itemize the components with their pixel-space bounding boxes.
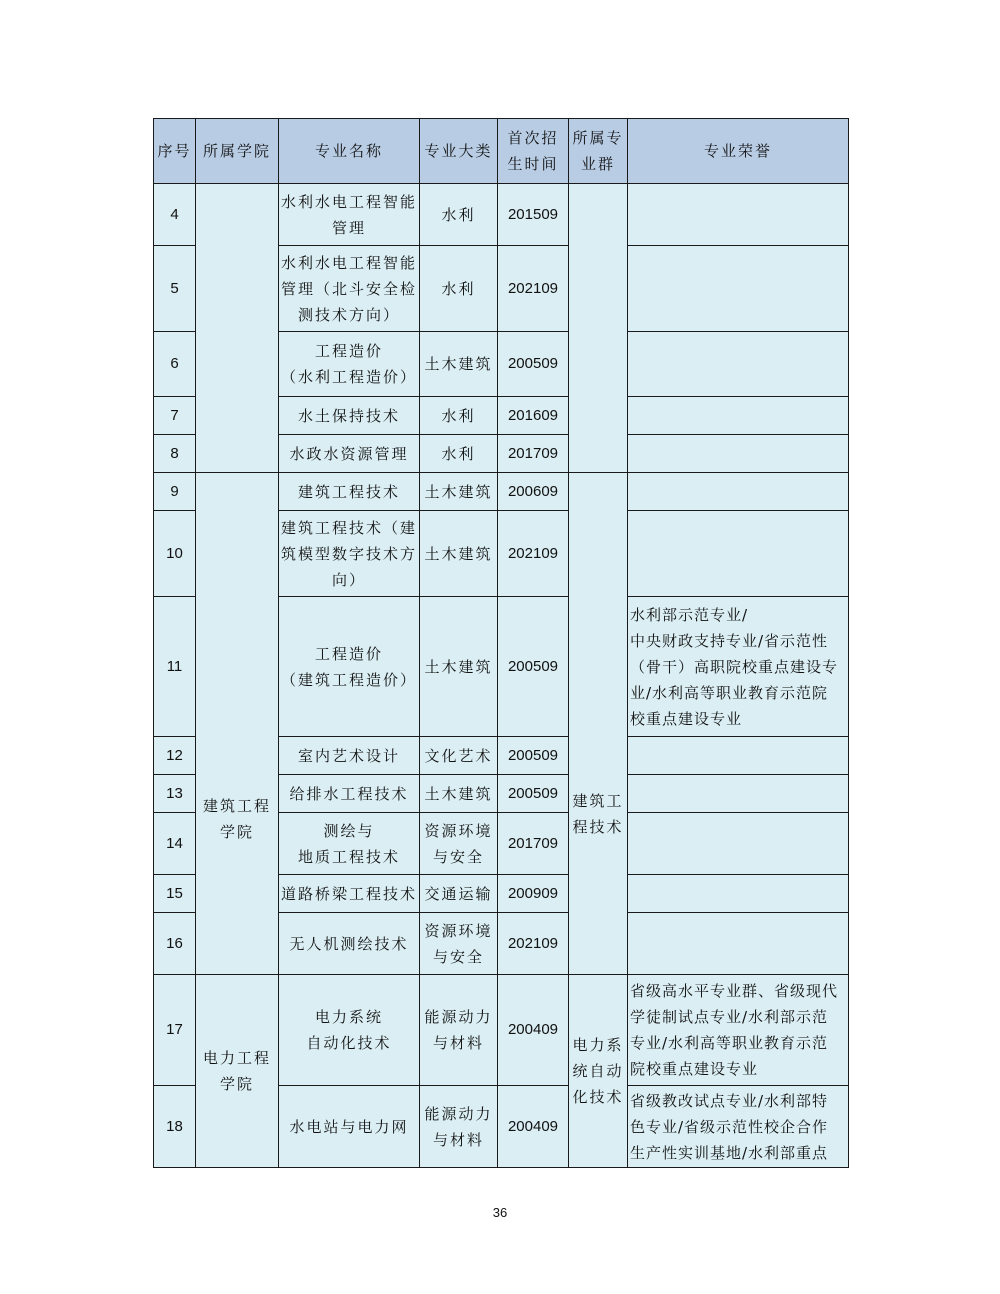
text-line: 校重点建设专业 [630, 709, 743, 728]
cell-category [420, 913, 498, 975]
text-line: 专业/水利高等职业教育示范 [630, 1034, 829, 1052]
text-line: 生时间 [507, 155, 559, 173]
cell-major-group [569, 975, 628, 1168]
text-line: 专业荣誉 [703, 142, 772, 160]
text-line: 建筑工程技术（建 [281, 518, 418, 537]
cell-seq: 4 [154, 184, 196, 246]
text-line: 自动化技术 [306, 1034, 392, 1052]
text-line: 向） [331, 570, 366, 589]
text-line: （建筑工程造价） [281, 670, 418, 689]
text-line: 水利部示范专业/ [630, 605, 749, 624]
cell-major [279, 913, 420, 975]
text-line: 管理（北斗安全检 [281, 279, 418, 298]
text-line: 测绘与 [323, 821, 375, 840]
cell-seq: 12 [154, 737, 196, 775]
cell-start-time: 200409 [498, 975, 569, 1086]
text-line: 统自动 [572, 1062, 624, 1080]
text-line: 水利水电工程智能 [281, 192, 418, 211]
cell-major [279, 1086, 420, 1168]
cell-start-time: 201509 [498, 184, 569, 246]
cell-college [196, 184, 279, 473]
cell-seq: 9 [154, 473, 196, 511]
header-start [498, 119, 569, 184]
table-row [154, 975, 849, 1086]
cell-start-time: 200509 [498, 737, 569, 775]
text-line: 大类 [458, 142, 493, 160]
cell-honor [628, 975, 849, 1086]
text-line: 资源环境 [424, 821, 493, 840]
cell-category [420, 332, 498, 397]
text-line: 交通运输 [424, 884, 493, 903]
text-line: 电力工程 [202, 1049, 271, 1067]
table-row [154, 184, 849, 246]
header-college: 所属学院 [196, 119, 279, 184]
cell-honor [628, 597, 849, 737]
cell-college [196, 473, 279, 975]
text-line: 程技术 [572, 817, 624, 836]
text-line: 中央财政支持专业/省示范性 [630, 631, 829, 650]
text-line: 水利 [441, 279, 476, 298]
text-line: 首次招 [507, 129, 559, 147]
text-line: 土木建筑 [424, 544, 493, 563]
text-line: 学徒制试点专业/水利部示范 [630, 1008, 829, 1026]
header-group [569, 119, 628, 184]
text-line: 与安全 [432, 847, 484, 866]
cell-start-time: 200509 [498, 332, 569, 397]
text-line: 水利 [441, 406, 476, 425]
header-major [279, 119, 420, 184]
text-line: 管理 [331, 218, 366, 237]
text-line: 学院 [219, 1075, 254, 1093]
text-line: 院校重点建设专业 [630, 1060, 759, 1078]
cell-major-group [569, 184, 628, 473]
cell-seq: 11 [154, 597, 196, 737]
text-line: 建筑工 [572, 791, 624, 810]
cell-seq: 16 [154, 913, 196, 975]
text-line: （水利工程造价） [281, 368, 418, 386]
cell-category [420, 875, 498, 913]
cell-honor [628, 473, 849, 511]
cell-category [420, 473, 498, 511]
text-line: 省级高水平专业群、省级现代 [630, 982, 839, 1000]
cell-seq: 10 [154, 511, 196, 597]
cell-honor [628, 397, 849, 435]
cell-major [279, 184, 420, 246]
cell-college [196, 975, 279, 1168]
cell-seq: 15 [154, 875, 196, 913]
cell-seq: 7 [154, 397, 196, 435]
text-line: 与材料 [432, 1034, 484, 1052]
cell-major [279, 975, 420, 1086]
header-row [154, 119, 849, 184]
cell-category [420, 597, 498, 737]
cell-major [279, 332, 420, 397]
cell-start-time: 201709 [498, 435, 569, 473]
text-line: 工程造价 [314, 644, 383, 663]
text-line: 测技术方向） [297, 305, 400, 324]
cell-honor [628, 511, 849, 597]
cell-major [279, 597, 420, 737]
text-line: 给排水工程技术 [289, 784, 409, 803]
text-line: 水利 [441, 205, 476, 224]
cell-category [420, 813, 498, 875]
cell-honor [628, 875, 849, 913]
cell-start-time: 202109 [498, 511, 569, 597]
cell-category [420, 737, 498, 775]
text-line: 室内艺术设计 [297, 746, 400, 765]
table-row [154, 473, 849, 511]
text-line: 水利水电工程智能 [281, 253, 418, 272]
cell-start-time: 200409 [498, 1086, 569, 1168]
text-line: 色专业/省级示范性校企合作 [630, 1117, 829, 1136]
majors-table [153, 118, 849, 1168]
cell-major [279, 435, 420, 473]
cell-start-time: 200509 [498, 597, 569, 737]
cell-category [420, 511, 498, 597]
text-line: 能源动力 [424, 1008, 493, 1026]
text-line: 专业群 [580, 129, 624, 173]
cell-honor [628, 435, 849, 473]
text-line: 专业 [424, 142, 459, 160]
cell-honor [628, 1086, 849, 1168]
cell-major-group [569, 473, 628, 975]
text-line: 学院 [219, 822, 254, 841]
text-line: 土木建筑 [424, 482, 493, 501]
text-line: 土木建筑 [424, 355, 493, 373]
cell-major [279, 397, 420, 435]
cell-honor [628, 246, 849, 332]
cell-honor [628, 737, 849, 775]
text-line: 与材料 [432, 1130, 484, 1149]
text-line: 水利 [441, 444, 476, 463]
header-category [420, 119, 498, 184]
cell-category [420, 184, 498, 246]
cell-start-time: 202109 [498, 246, 569, 332]
cell-major [279, 511, 420, 597]
text-line: 工程造价 [314, 342, 383, 360]
cell-category [420, 435, 498, 473]
text-line: 生产性实训基地/水利部重点 [630, 1143, 829, 1162]
text-line: 电力系统 [314, 1008, 383, 1026]
text-line: 建筑工程 [202, 796, 271, 815]
text-line: 地质工程技术 [297, 847, 400, 866]
text-line: 与安全 [432, 947, 484, 966]
text-line: 土木建筑 [424, 784, 493, 803]
cell-major [279, 875, 420, 913]
cell-major [279, 246, 420, 332]
header-seq: 序号 [154, 119, 196, 184]
text-line: 所属 [572, 129, 607, 147]
cell-seq: 5 [154, 246, 196, 332]
cell-start-time: 201609 [498, 397, 569, 435]
text-line: 水电站与电力网 [289, 1117, 409, 1136]
cell-honor [628, 813, 849, 875]
text-line: （骨干）高职院校重点建设专 [630, 657, 839, 676]
text-line: 筑模型数字技术方 [281, 544, 418, 563]
header-honor [628, 119, 849, 184]
cell-start-time: 202109 [498, 913, 569, 975]
text-line: 业/水利高等职业教育示范院 [630, 683, 829, 702]
cell-category [420, 1086, 498, 1168]
cell-start-time: 200509 [498, 775, 569, 813]
cell-honor [628, 775, 849, 813]
cell-start-time: 200609 [498, 473, 569, 511]
text-line: 土木建筑 [424, 657, 493, 676]
text-line: 水政水资源管理 [289, 444, 409, 463]
cell-start-time: 201709 [498, 813, 569, 875]
text-line: 电力系 [572, 1036, 624, 1054]
cell-honor [628, 184, 849, 246]
cell-major [279, 775, 420, 813]
cell-category [420, 397, 498, 435]
text-line: 无人机测绘技术 [289, 934, 409, 953]
cell-honor [628, 332, 849, 397]
text-line: 化技术 [572, 1088, 624, 1106]
text-line: 水土保持技术 [297, 406, 400, 425]
cell-seq: 18 [154, 1086, 196, 1168]
text-line: 建筑工程技术 [297, 482, 400, 501]
page-number: 36 [492, 1205, 508, 1220]
text-line: 专业名称 [314, 142, 383, 160]
text-line: 文化艺术 [424, 746, 493, 765]
cell-major [279, 473, 420, 511]
cell-major [279, 813, 420, 875]
cell-seq: 14 [154, 813, 196, 875]
cell-honor [628, 913, 849, 975]
cell-seq: 6 [154, 332, 196, 397]
text-line: 省级教改试点专业/水利部特 [630, 1091, 829, 1110]
text-line: 道路桥梁工程技术 [281, 884, 418, 903]
cell-category [420, 246, 498, 332]
cell-category [420, 775, 498, 813]
text-line: 资源环境 [424, 921, 493, 940]
cell-seq: 17 [154, 975, 196, 1086]
cell-start-time: 200909 [498, 875, 569, 913]
cell-major [279, 737, 420, 775]
cell-seq: 8 [154, 435, 196, 473]
cell-seq: 13 [154, 775, 196, 813]
text-line: 能源动力 [424, 1104, 493, 1123]
cell-category [420, 975, 498, 1086]
